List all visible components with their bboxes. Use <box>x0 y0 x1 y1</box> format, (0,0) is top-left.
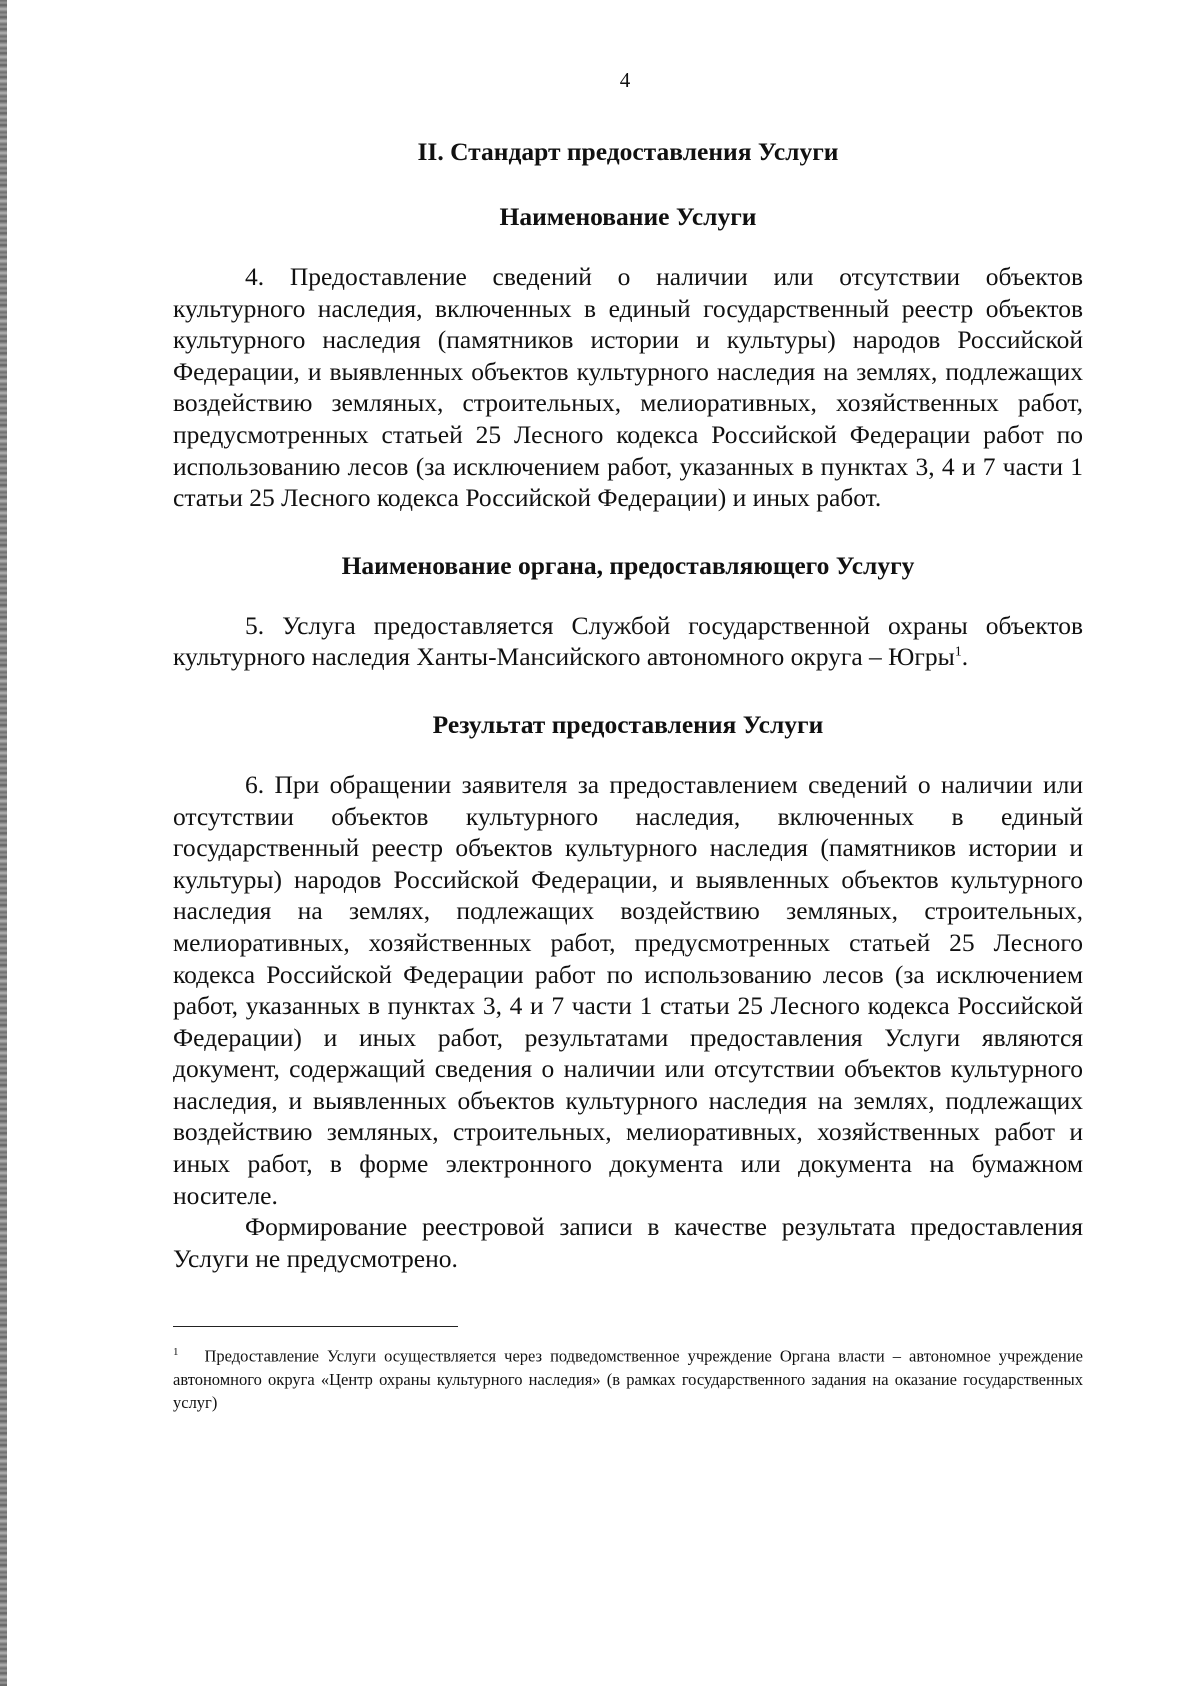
footnote-reference[interactable]: 1 <box>954 644 962 660</box>
heading-service-name: Наименование Услуги <box>499 202 757 231</box>
page-number: 4 <box>619 68 631 92</box>
heading-providing-body: Наименование органа, предоставляющего Услугу <box>341 550 915 580</box>
footnote-divider <box>173 1326 458 1327</box>
paragraph-6: 6. При обращении заявителя за предоставлением сведений о наличии или отсутствии объектов культурного наследия, включенных в единый государственный реестр объектов культурного наследия (памятников истории и культуры) народов Российской Федерации, и выявленных объектов культурного наследия на землях, подлежащих воздействию земляных, строительных, мелиоративных, хозяйственных работ, предусмотренных статьей 25 Лесного кодекса Российской Федерации работ по использованию лесов (за исключением работ, указанных в пунктах 3, 4 и 7 части 1 статьи 25 Лесного кодекса Российской Федерации) и иных работ, результатами предоставления Услуги являются документ, содержащий сведения о наличии или отсутствии объектов культурного наследия, и выявленных объектов культурного наследия на землях, подлежащих воздействию земляных, строительных, мелиоративных, хозяйственных работ и иных работ, в форме электронного документа или документа на бумажном носителе. <box>173 769 1083 1210</box>
paragraph-5-text: 5. Услуга предоставляется Службой государственной охраны объектов культурного наследия Ханты-Мансийского автономного округа – Югры <box>173 610 1083 672</box>
scan-edge-decoration <box>0 0 7 1686</box>
paragraph-4: 4. Предоставление сведений о наличии или отсутствии объектов культурного наследия, включенных в единый государственный реестр объектов культурного наследия (памятников истории и культуры) народов Российской Федерации, и выявленных объектов культурного наследия на землях, подлежащих воздействию земляных, строительных, мелиоративных, хозяйственных работ, предусмотренных статьей 25 Лесного кодекса Российской Федерации работ по использованию лесов (за исключением работ, указанных в пунктах 3, 4 и 7 части 1 статьи 25 Лесного кодекса Российской Федерации) и иных работ. <box>173 262 1083 513</box>
paragraph-5 <box>173 610 1083 673</box>
footnote <box>173 1341 1083 1414</box>
document-body <box>173 136 1083 1414</box>
paragraph-6-continuation: Формирование реестровой записи в качестве результата предоставления Услуги не предусмотрено. <box>173 1212 1083 1273</box>
paragraph-5-end: . <box>961 642 969 672</box>
footnote-mark: 1 <box>173 1346 179 1359</box>
heading-service-result: Результат предоставления Услуги <box>432 709 824 739</box>
section-title: II. Стандарт предоставления Услуги <box>417 137 839 166</box>
footnote-text: Предоставление Услуги осуществляется через подведомственное учреждение Органа власти – автономное учреждение автономного округа «Центр охраны культурного наследия» (в рамках государственного задания на оказание государственных услуг) <box>173 1346 1083 1412</box>
